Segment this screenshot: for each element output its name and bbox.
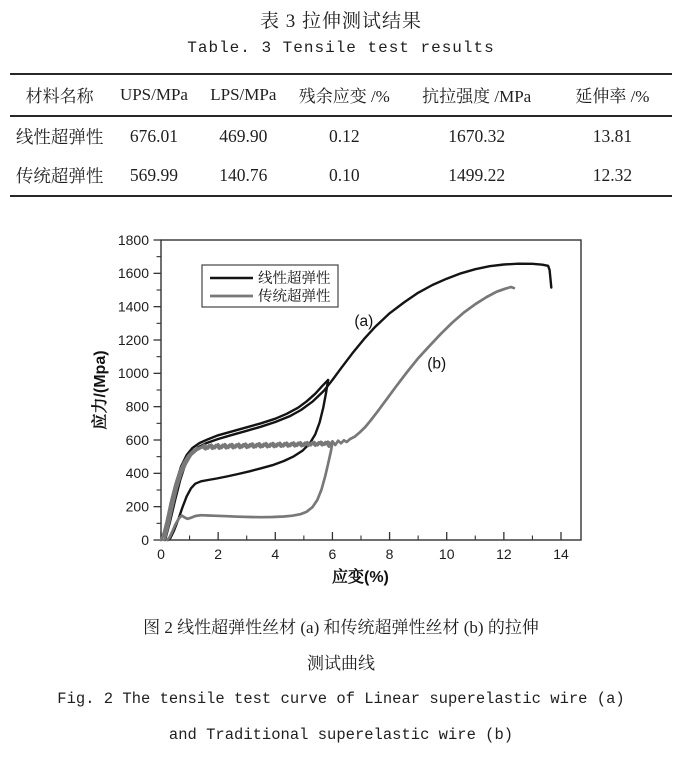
curve-annotation: (b) — [427, 355, 447, 373]
legend-label: 传统超弹性 — [258, 289, 331, 305]
chart-svg — [0, 225, 682, 605]
x-tick-label: 8 — [385, 546, 394, 562]
y-tick-label: 0 — [141, 531, 149, 548]
table-title-cn: 表 3 拉伸测试结果 — [259, 11, 422, 32]
legend-label: 线性超弹性 — [258, 271, 331, 287]
series-traditional-superelastic-unloading — [167, 443, 332, 541]
figure-caption-cn-line2: 测试曲线 — [307, 654, 375, 673]
table-cell: 569.99 — [129, 165, 179, 185]
table-cell: 12.32 — [592, 165, 633, 185]
table-cell: 传统超弹性 — [15, 166, 104, 186]
figure-caption-cn-line1: 图 2 线性超弹性丝材 (a) 和传统超弹性丝材 (b) 的拉伸 — [143, 618, 539, 637]
series-traditional-superelastic-reload-to-failure — [164, 287, 514, 540]
curve-annotation: (a) — [354, 312, 374, 330]
x-tick-label: 4 — [271, 546, 280, 562]
x-tick-label: 12 — [496, 546, 512, 562]
col-header: 材料名称 — [25, 87, 94, 106]
tensile-test-chart — [0, 225, 682, 605]
y-tick-label: 1600 — [117, 265, 149, 282]
x-tick-label: 6 — [328, 546, 337, 562]
col-header: 抗拉强度 /MPa — [422, 87, 532, 106]
table-cell: 1670.32 — [448, 126, 506, 146]
table-cell: 140.76 — [219, 165, 268, 185]
y-tick-label: 800 — [125, 398, 149, 415]
x-tick-label: 10 — [438, 546, 455, 562]
y-tick-label: 400 — [125, 465, 149, 482]
y-tick-label: 1000 — [117, 365, 149, 382]
table-cell: 469.90 — [219, 126, 268, 146]
table-cell: 线性超弹性 — [15, 127, 104, 147]
tensile-results-table — [10, 73, 672, 197]
x-tick-label: 14 — [553, 546, 569, 562]
table-title-en: Table. 3 Tensile test results — [187, 39, 495, 57]
y-tick-label: 1400 — [117, 298, 149, 315]
table-row — [10, 156, 672, 196]
col-header: 延伸率 /% — [575, 87, 650, 106]
series-traditional-superelastic-loading — [161, 442, 332, 540]
table-cell: 676.01 — [129, 126, 179, 146]
col-header: UPS/MPa — [119, 84, 188, 104]
y-tick-label: 1800 — [117, 231, 149, 248]
table-cell: 1499.22 — [448, 165, 506, 185]
table-cell: 0.12 — [328, 126, 360, 146]
table-cell: 13.81 — [592, 126, 633, 146]
x-tick-label: 0 — [157, 546, 165, 562]
y-tick-label: 1200 — [117, 331, 149, 348]
y-axis-title: 应力/(Mpa) — [92, 350, 109, 430]
x-tick-label: 2 — [214, 546, 223, 562]
y-tick-label: 200 — [125, 498, 149, 515]
table-header — [10, 74, 672, 116]
table-cell: 0.10 — [328, 165, 360, 185]
y-tick-label: 600 — [125, 431, 149, 448]
figure-caption-en-line2: and Traditional superelastic wire (b) — [168, 726, 514, 744]
table-header-row — [10, 74, 672, 116]
table-row — [10, 116, 672, 156]
figure-caption-en-line1: Fig. 2 The tensile test curve of Linear superelastic wire (a) — [57, 690, 625, 708]
x-axis-title: 应变(%) — [332, 569, 389, 586]
col-header: 残余应变 /% — [298, 87, 390, 106]
table-body — [10, 116, 672, 196]
col-header: LPS/MPa — [210, 84, 277, 104]
